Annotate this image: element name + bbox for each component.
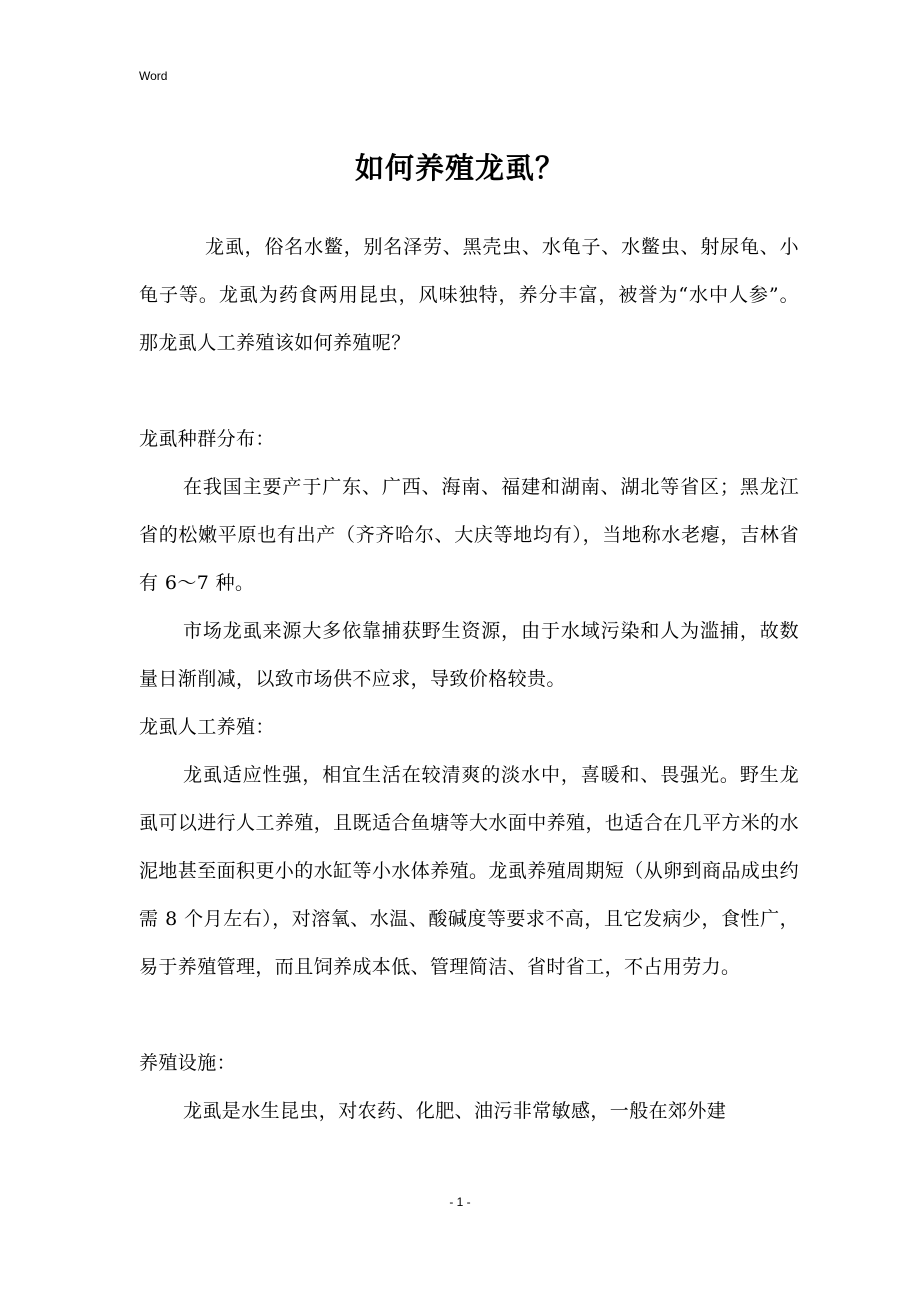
artificial-breeding-paragraph: 龙虱适应性强，相宜生活在较清爽的淡水中，喜暖和、畏强光。野生龙虱可以进行人工养殖，且既适合鱼塘等大水面中养殖，也适合在几平方米的水泥地甚至面积更小的水缸等小水体养殖。龙虱养殖周期短（从卵到商品成虫约需 8 个月左右），对溶氧、水温、酸碱度等要求不高，且它发病少，食性广，易于养殖管理，而且饲养成本低、管理简洁、省时省工，不占用劳力。 — [139, 764, 799, 978]
paragraph-gap — [139, 367, 799, 415]
distribution-paragraph-2: 市场龙虱来源大多依靠捕获野生资源，由于水域污染和人为滥捕，故数量日渐削减，以致市场供不应求，导致价格较贵。 — [139, 620, 799, 690]
distribution-paragraph-1: 在我国主要产于广东、广西、海南、福建和湖南、湖北等省区；黑龙江省的松嫩平原也有出产（齐齐哈尔、大庆等地均有），当地称水老瘪，吉林省有 6～7 种。 — [139, 476, 799, 594]
section-heading-facilities: 养殖设施： — [139, 1052, 237, 1074]
section-heading-distribution: 龙虱种群分布： — [139, 428, 275, 450]
facilities-paragraph: 龙虱是水生昆虫，对农药、化肥、油污非常敏感，一般在郊外建 — [183, 1100, 727, 1122]
paragraph-gap — [139, 991, 799, 1039]
intro-paragraph: 龙虱，俗名水鳖，别名泽劳、黑壳虫、水龟子、水鳖虫、射尿龟、小龟子等。龙虱为药食两用昆虫，风味独特，养分丰富，被誉为“水中人参”。那龙虱人工养殖该如何养殖呢？ — [139, 236, 799, 354]
document-title: 如何养殖龙虱？ — [354, 151, 565, 185]
header-app-label: Word — [139, 69, 168, 83]
page-number: - 1 - — [449, 1195, 471, 1209]
section-heading-artificial-breeding: 龙虱人工养殖： — [139, 716, 275, 738]
document-body — [139, 223, 799, 1135]
